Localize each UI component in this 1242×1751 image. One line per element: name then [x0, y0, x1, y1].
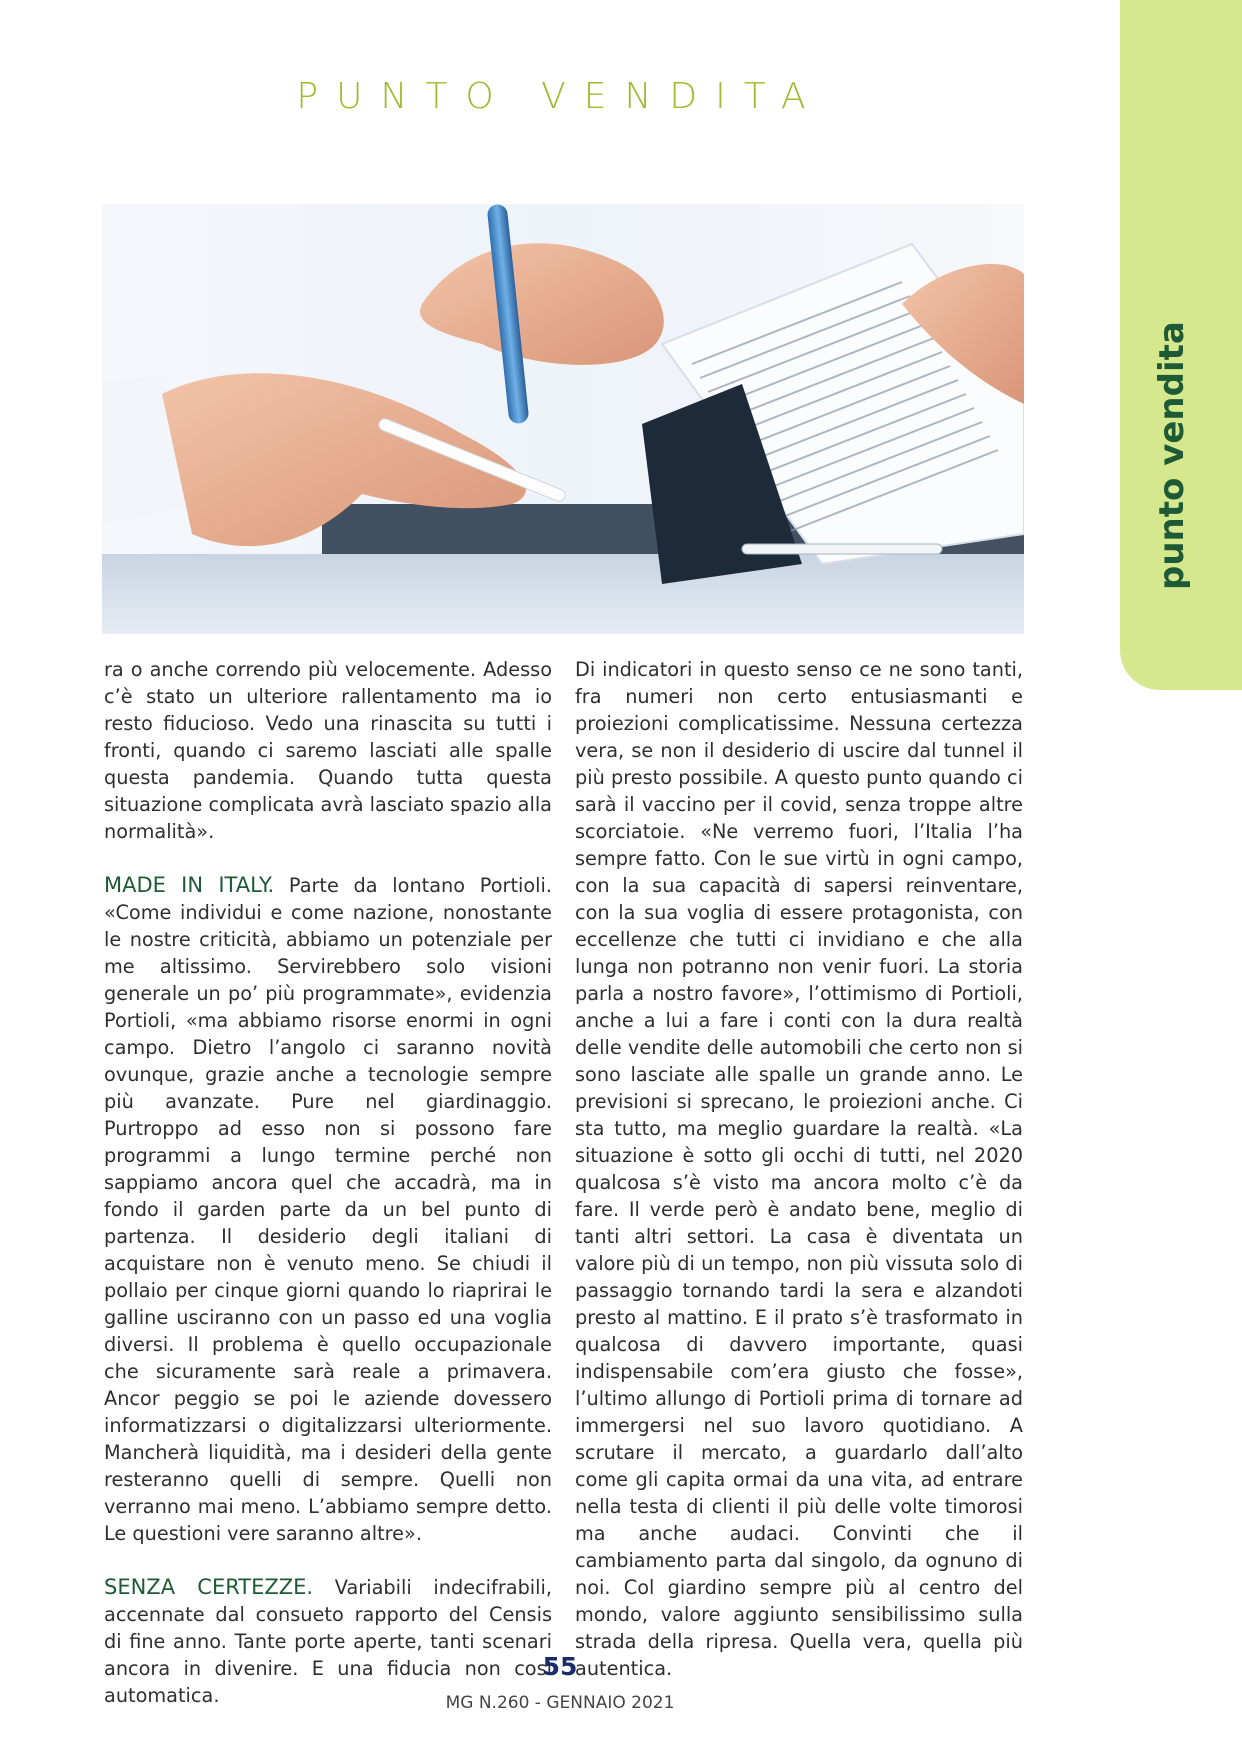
section-lead: MADE IN ITALY.: [104, 873, 275, 897]
section-tab-label: punto vendita: [1152, 321, 1192, 590]
issue-info: MG N.260 - GENNAIO 2021: [445, 1693, 675, 1713]
paragraph-text: ra o anche correndo più velocemente. Adesso c’è stato un ulteriore rallentamento ma io resto fiducioso. Vedo una rinascita su tutti i fronti, quando ci saremo lasciati alle spalle questa pandemia. Quando tutta questa situazione complicata avrà lasciato spazio alla normalità».: [104, 658, 552, 843]
paragraph: [575, 656, 1023, 1682]
paragraph-text: Parte da lontano Portioli. «Come individui e come nazione, nonostante le nostre criticità, abbiamo un potenziale per me altissimo. Servirebbero solo visioni generale un po’ più programmate», evidenzia Portioli, «ma abbiamo risorse enormi in ogni campo. Dietro l’angolo ci saranno novità ovunque, grazie anche a tecnologie sempre più avanzate. Pure nel giardinaggio. Purtroppo ad esso non si possono fare programmi a lungo termine perché non sappiamo ancora quel che accadrà, ma in fondo il garden parte da un bel punto di partenza. Il desiderio degli italiani di acquistare non è venuto meno. Se chiudi il pollaio per cinque giorni quando lo riaprirai le galline usciranno con un passo ed una voglia diversi. Il problema è quello occupazionale che sicuramente sarà reale a primavera. Ancor peggio se poi le aziende dovessero informatizzarsi o digitalizzarsi ulteriormente. Mancherà liquidità, ma i desideri della gente resteranno quelli di sempre. Quelli non verranno mai meno. L’abbiamo sempre detto. Le questioni vere saranno altre».: [104, 874, 552, 1545]
contract-signing-photo: [102, 204, 1024, 634]
paragraph-text: Di indicatori in questo senso ce ne sono tanti, fra numeri non certo entusiasmanti e proiezioni complicatissime. Nessuna certezza vera, se non il desiderio di uscire dal tunnel il più presto possibile. A questo punto quando ci sarà il vaccino per il covid, senza troppe altre scorciatoie. «Ne verremo fuori, l’Italia l’ha sempre fatto. Con le sue virtù in ogni campo, con la sua capacità di sapersi reinventare, con la sua voglia di essere protagonista, con eccellenze che tutti ci invidiano e che alla lunga non potranno non venir fuori. La storia parla a nostro favore», l’ottimismo di Portioli, anche a lui a fare i conti con la dura realtà delle vendite delle automobili che certo non si sono lasciate alle spalle un grande anno. Le previsioni si sprecano, le proiezioni anche. Ci sta tutto, ma meglio guardare la realtà. «La situazione è sotto gli occhi di tutti, nel 2020 qualcosa s’è visto ma ancora molto c’è da fare. Il verde però è andato bene, meglio di tanti altri settori. La casa è diventata un valore più di un tempo, non più vissuta solo di passaggio tornando tardi la sera e alzandoti presto al mattino. E il prato s’è trasformato in qualcosa di davvero importante, quasi indispensabile com’era giusto che fosse», l’ultimo allungo di Portioli prima di tornare ad immergersi nel suo lavoro quotidiano. A scrutare il mercato, a guardarlo dall’alto come gli capita ormai da una vita, ad entrare nella testa di clienti il più delle volte timorosi ma anche audaci. Convinti che il cambiamento parta dal singolo, da ognuno di noi. Col giardino sempre più al centro del mondo, valore aggiunto sensibilissimo sulla strada della ripresa. Quella vera, quella più autentica.: [575, 658, 1023, 1680]
paragraph: [104, 1574, 552, 1709]
text-column-right: [575, 656, 1023, 1682]
paragraph-text: Variabili indecifrabili, accennate dal consueto rapporto del Censis di fine anno. Tante porte aperte, tanti scenari ancora in divenire. E una fiducia non così automatica.: [104, 1576, 553, 1707]
page-header: PUNTO VENDITA: [296, 76, 824, 117]
page-number: 55: [542, 1652, 578, 1681]
text-column-left: [104, 656, 552, 1709]
section-lead: SENZA CERTEZZE.: [104, 1575, 314, 1599]
paragraph: [104, 656, 552, 845]
paragraph: [104, 872, 552, 1547]
